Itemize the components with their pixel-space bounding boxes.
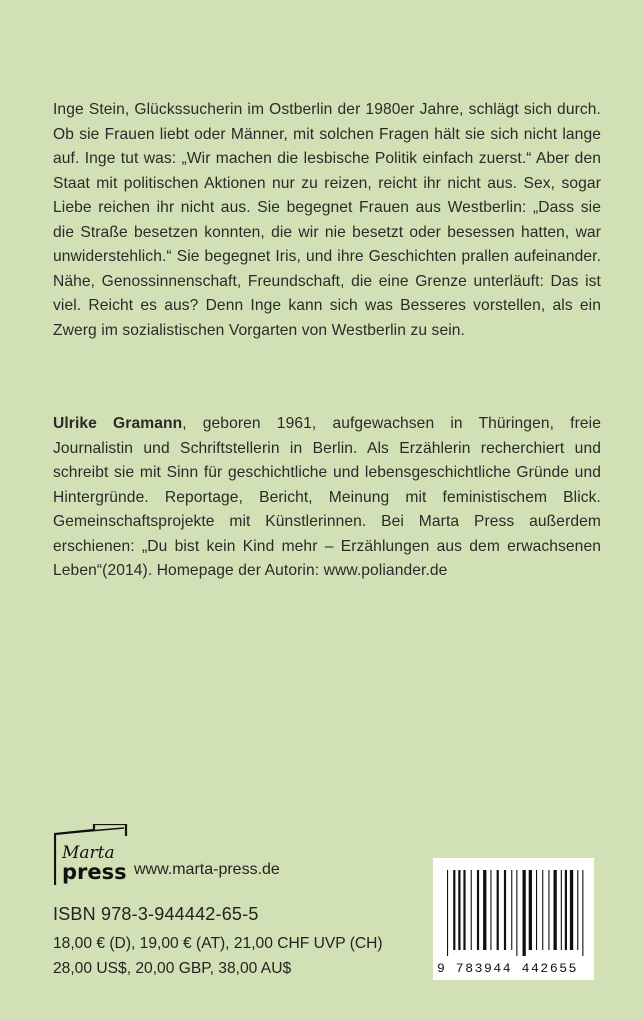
isbn-text: ISBN 978-3-944442-65-5: [53, 904, 259, 924]
barcode-bar: [511, 870, 512, 950]
blurb-paragraph: Inge Stein, Glückssucherin im Ostberlin der 1980er Jahre, schlägt sich durch. Ob sie Frauen liebt oder Männer, mit solchen Fragen hält sie sich nicht lange auf. Inge tut was: „Wir machen die lesbische Politik einfach zuerst.“ Aber den Staat mit politischen Aktionen nur zu reizen, reicht ihr nicht aus. Sex, sogar Liebe reichen ihr nicht aus. Sie begegnet Frauen aus Westberlin: „Dass sie die Straße besetzen konnten, die wir nie besetzt oder besessen hatten, war unwiderstehlich.“ Sie begegnet Iris, und ihre Geschichten prallen aufeinander. Nähe, Genossinnenschaft, Freundschaft, die eine Grenze unterläuft: Das ist viel. Reicht es aus? Denn Inge kann sich was Besseres vorstellen, als ein Zwerg im sozialistischen Vorgarten von Westberlin zu sein.: [53, 101, 601, 339]
barcode-bar: [497, 870, 499, 950]
barcode-bar: [582, 870, 583, 956]
barcode-bar: [463, 870, 465, 950]
barcode-bar: [565, 870, 567, 950]
barcode-bar: [490, 870, 491, 950]
barcode-bar: [536, 870, 537, 950]
barcode-bar: [453, 870, 455, 950]
barcode-bar: [542, 870, 543, 950]
barcode-bar: [477, 870, 479, 950]
author-bio-paragraph: [53, 412, 601, 584]
barcode-bar: [458, 870, 460, 950]
price-line-1: 18,00 € (D), 19,00 € (AT), 21,00 CHF UVP (CH): [53, 935, 383, 952]
logo-text-marta: Marta: [62, 843, 115, 863]
barcode-bar: [523, 870, 526, 956]
barcode-bar: [529, 870, 532, 950]
price-line-2: 28,00 US$, 20,00 GBP, 38,00 AU$: [53, 960, 292, 977]
marta-press-logo: [54, 824, 128, 886]
publisher-website[interactable]: www.marta-press.de: [134, 861, 280, 878]
author-name: Ulrike Gramann: [53, 415, 183, 432]
barcode-bar: [447, 870, 448, 956]
barcode-bar: [554, 870, 557, 950]
barcode-digits: 9 783944 442655: [437, 961, 579, 976]
barcode-bar: [548, 870, 549, 950]
barcode-bar: [516, 870, 517, 956]
logo-text-press: press: [62, 860, 127, 884]
barcode-bar: [561, 870, 562, 950]
author-bio-text: , geboren 1961, aufgewachsen in Thüringen, freie Journalistin und Schriftstellerin in Berlin. Als Erzählerin recherchiert und schreibt sie mit Sinn für geschichtliche und lebensgeschichtliche Gründe und Hintergründe. Reportage, Bericht, Meinung mit feministischem Blick. Gemeinschaftsprojekte mit Künstlerinnen. Bei Marta Press außerdem erschienen: „Du bist kein Kind mehr – Erzählungen aus dem erwachsenen Leben“(2014). Homepage der Autorin: www.poliander.de: [53, 415, 602, 579]
barcode-bars: [433, 858, 594, 962]
barcode-bar: [483, 870, 486, 950]
isbn-barcode: [433, 858, 594, 980]
barcode-bar: [570, 870, 573, 950]
barcode-bar: [471, 870, 472, 950]
barcode-bar: [504, 870, 506, 950]
barcode-bar: [577, 870, 578, 950]
